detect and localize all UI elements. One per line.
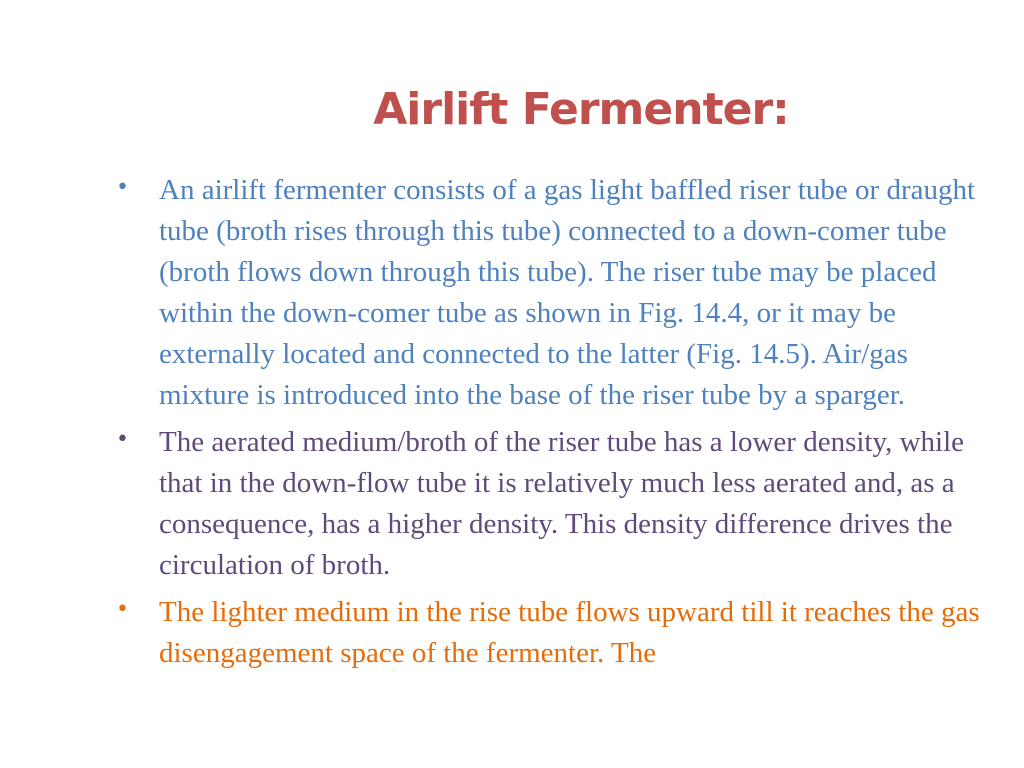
bullet-point-icon: • [116,427,129,452]
bullet-point-icon: • [116,597,129,622]
bullet-item-2 [116,422,996,586]
bullet-text-3: The lighter medium in the rise tube flows upward till it reaches the gas disengagement space of the fermenter. The [159,596,980,669]
bullet-text-1: An airlift fermenter consists of a gas light baffled riser tube or draught tube (broth rises through this tube) connected to a down-comer tube (broth flows down through this tube). The riser tube may be placed within the down-comer tube as shown in Fig. 14.4, or it may be externally located and connected to the latter (Fig. 14.5). Air/gas mixture is introduced into the base of the riser tube by a sparger. [159,174,976,411]
slide-title: Airlift Fermenter: [373,84,789,135]
bullet-text-2: The aerated medium/broth of the riser tube has a lower density, while that in the down-flow tube it is relatively much less aerated and, as a consequence, has a higher density. This density difference drives the circulation of broth. [159,426,965,581]
bullet-point-icon: • [116,175,129,200]
bullet-list [116,170,996,680]
bullet-item-1 [116,170,996,416]
bullet-item-3 [116,592,996,674]
